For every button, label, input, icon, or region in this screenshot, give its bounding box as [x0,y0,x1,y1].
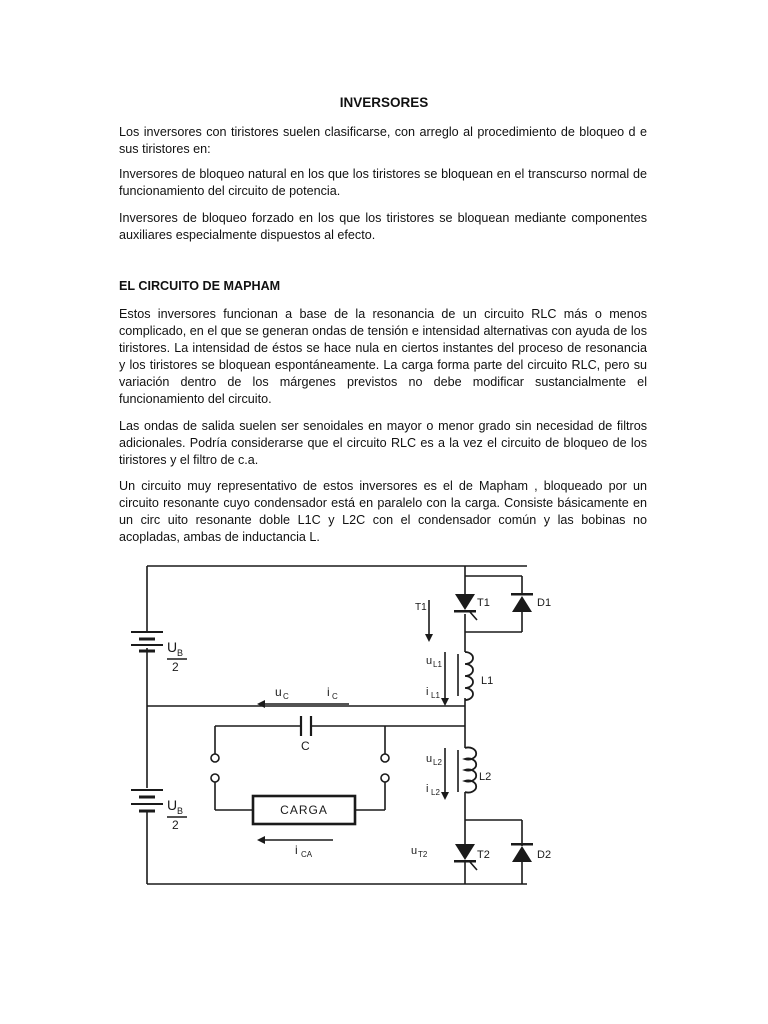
diode-d1 [512,596,532,612]
section-paragraph-2: Las ondas de salida suelen ser senoidales en mayor o menor grado sin necesidad de filtros adicionales. Podría considerarse que el circuito RLC es a la vez el circuito de bloqueo de los tiristores y el filtro de c.a. [119,419,647,467]
d1-label: D1 [537,597,552,609]
t1-label: T1 [477,597,490,609]
section-heading: EL CIRCUITO DE MAPHAM [119,279,281,293]
ut2-sub: T2 [418,850,428,859]
ic-i: i [327,685,330,699]
il1-sub: L1 [431,691,440,700]
document-title: INVERSORES [339,95,429,110]
paragraph-3: Inversores de bloqueo forzado en los que los tiristores se bloquean mediante componentes auxiliares especialmente dispuestos al efecto. [119,211,647,242]
uc-u: u [275,685,282,699]
ub-bottom-sub: B [177,806,184,816]
ic-sub: C [332,692,338,701]
il1-i: i [426,686,429,698]
ut2-u: u [411,845,418,857]
ub-top-den: 2 [172,660,179,674]
ul1-u: u [426,655,433,667]
terminal-left-top [211,754,219,762]
ica-sub: CA [301,850,313,859]
t2-label: T2 [477,849,490,861]
terminal-left-bottom [211,774,219,782]
inductor-l1 [465,652,473,700]
thyristor-t2 [455,844,475,860]
mapham-circuit-diagram [115,548,552,900]
ul1-sub: L1 [433,660,442,669]
paragraph-1: Los inversores con tiristores suelen clasificarse, con arreglo al procedimiento de bloqueo d e sus tiristores en: [119,125,647,156]
l1-label: L1 [481,675,494,687]
il2-i: i [426,783,429,795]
ub-bottom-u: U [167,797,178,813]
diode-d2 [512,846,532,862]
section-paragraph-1: Estos inversores funcionan a base de la resonancia de un circuito RLC más o menos complicado, en el que se generan ondas de tensión e intensidad alternativas con ayuda de los tiristores. La intensidad de éstos se hace nula en ciertos instantes del proceso de resonancia y los tiristores se bloquean espontáneamente. La carga forma parte del circuito RLC, pero su variación dentro de los márgenes previstos no debe modificar sustancialmente el funcionamiento del circuito. [119,307,647,406]
ica-i: i [295,843,298,857]
ul2-u: u [426,753,433,765]
paragraph-2: Inversores de bloqueo natural en los que los tiristores se bloquean en el transcurso normal de funcionamiento del circuito de potencia. [119,167,647,198]
d2-label: D2 [537,849,552,861]
ub-top-sub: B [177,648,184,658]
capacitor-label: C [301,739,310,753]
inductor-l2 [465,748,476,793]
ul2-sub: L2 [433,758,442,767]
carga-label: CARGA [280,803,328,817]
uc-sub: C [283,692,289,701]
section-paragraph-3: Un circuito muy representativo de estos inversores es el de Mapham , bloqueado por un circuito resonante cuyo condensador está en paralelo con la carga. Consiste básicamente en un circ uito resonante doble L1C y L2C con el condensador común y las bobinas no acopladas, ambas de inductancia L. [119,479,647,544]
terminal-right-bottom [381,774,389,782]
l2-label: L2 [479,771,492,783]
ub-bottom-den: 2 [172,818,179,832]
t1-arrow-label: T1 [415,602,427,613]
thyristor-t1 [455,594,475,610]
il2-sub: L2 [431,788,440,797]
terminal-right-top [381,754,389,762]
ub-top-u: U [167,639,178,655]
